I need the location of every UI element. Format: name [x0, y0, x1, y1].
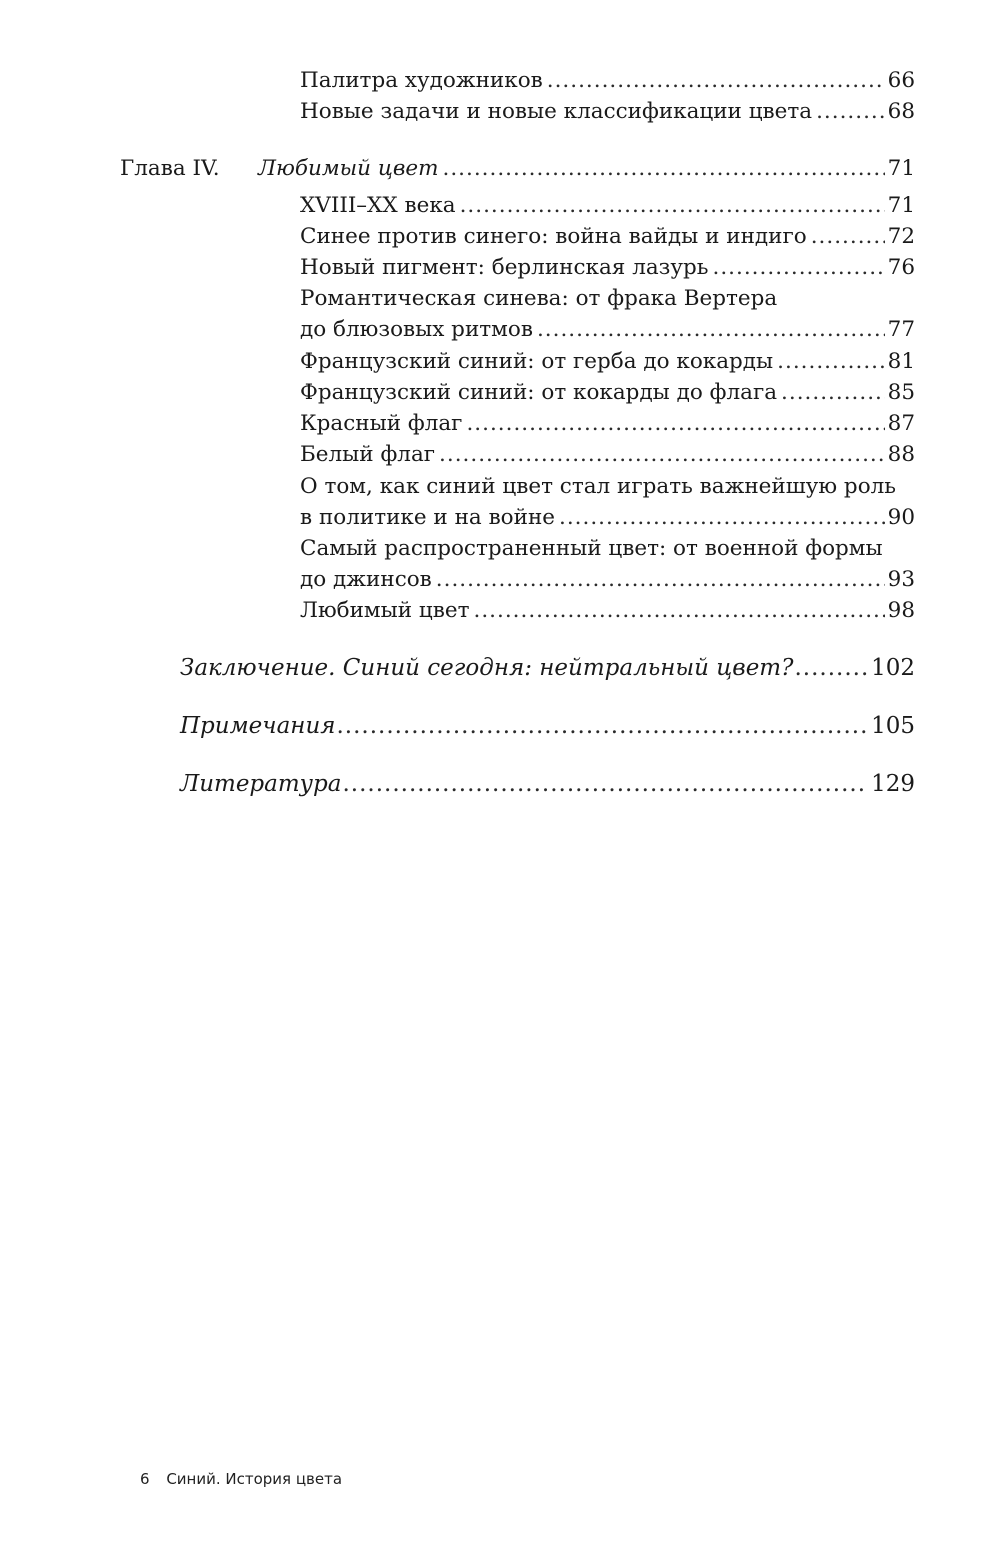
toc-entry-page: 66: [887, 68, 915, 93]
toc-entry: [300, 408, 915, 439]
chapter-page: 71: [887, 156, 915, 181]
toc-entry-page: 88: [887, 442, 915, 467]
toc-entry-title: Любимый цвет: [300, 598, 470, 623]
toc-entry: [300, 439, 915, 470]
toc-entry-title: XVIII–XX века: [300, 193, 456, 218]
conclusion-title: Заключение. Синий сегодня: нейтральный цвет?: [180, 655, 794, 681]
toc-entry: [300, 595, 915, 626]
back-matter-entry: [180, 652, 915, 685]
chapter-title: Любимый цвет: [258, 156, 439, 181]
leader-dots: [811, 221, 885, 252]
leader-dots: [466, 408, 884, 439]
leader-dots: [777, 346, 884, 377]
leader-dots: [537, 314, 885, 345]
back-matter-entry: [180, 768, 915, 801]
back-matter-entry: [180, 710, 915, 743]
toc-entry-title: Красный флаг: [300, 411, 463, 436]
leader-dots: [436, 564, 885, 595]
toc-entry-title-line1: О том, как синий цвет стал играть важнейшую роль: [300, 474, 896, 499]
toc-entry-page: 85: [887, 380, 915, 405]
leader-dots: [342, 768, 868, 801]
leader-dots: [439, 439, 885, 470]
leader-dots: [559, 502, 885, 533]
chapter-heading: [258, 153, 915, 184]
leader-dots: [816, 96, 885, 127]
leader-dots: [473, 595, 884, 626]
toc-entry-page: 81: [887, 349, 915, 374]
bibliography-page: 129: [871, 771, 915, 797]
toc-entry-page: 98: [887, 598, 915, 623]
toc-entry: [300, 221, 915, 252]
running-title: Синий. История цвета: [166, 1470, 343, 1488]
toc-entry: [300, 377, 915, 408]
bibliography-title: Литература: [180, 771, 342, 797]
toc-entry-page: 76: [887, 255, 915, 280]
toc-entry-title: Французский синий: от герба до кокарды: [300, 349, 774, 374]
toc-entry-title: Новые задачи и новые классификации цвета: [300, 99, 813, 124]
leader-dots: [547, 65, 885, 96]
toc-entry-title: в политике и на войне: [300, 505, 555, 530]
toc-entry-page: 87: [887, 411, 915, 436]
leader-dots: [337, 710, 869, 743]
notes-title: Примечания: [180, 713, 336, 739]
leader-dots: [794, 652, 868, 685]
notes-page: 105: [871, 713, 915, 739]
toc-entry-title: Белый флаг: [300, 442, 436, 467]
chapter-label: Глава IV.: [120, 156, 220, 181]
leader-dots: [442, 153, 884, 184]
toc-entry: [300, 65, 915, 96]
toc-entry-page: 93: [887, 567, 915, 592]
toc-entry: [300, 346, 915, 377]
toc-entry: [300, 314, 915, 345]
toc-entry-page: 71: [887, 193, 915, 218]
toc-entry-title: Палитра художников: [300, 68, 543, 93]
toc-entry-title: до блюзовых ритмов: [300, 317, 533, 342]
toc-entry: [300, 564, 915, 595]
toc-entry: [300, 96, 915, 127]
leader-dots: [781, 377, 885, 408]
toc-entry-title: Новый пигмент: берлинская лазурь: [300, 255, 709, 280]
toc-entry-title: Французский синий: от кокарды до флага: [300, 380, 778, 405]
toc-entry-page: 77: [887, 317, 915, 342]
toc-entry-title-line1: Самый распространенный цвет: от военной формы: [300, 536, 883, 561]
leader-dots: [460, 190, 885, 221]
toc-entry-page: 90: [887, 505, 915, 530]
leader-dots: [713, 252, 885, 283]
toc-entry-title: до джинсов: [300, 567, 432, 592]
toc-entry: [300, 252, 915, 283]
toc-entry-page: 72: [887, 224, 915, 249]
toc-entry: [300, 190, 915, 221]
toc-entry-title-line1: Романтическая синева: от фрака Вертера: [300, 286, 778, 311]
page-number: 6: [140, 1470, 150, 1488]
toc-entry: [300, 502, 915, 533]
toc-entry-title: Синее против синего: война вайды и индиго: [300, 224, 807, 249]
conclusion-page: 102: [871, 655, 915, 681]
page-footer: [140, 1470, 342, 1488]
toc-entry-page: 68: [887, 99, 915, 124]
